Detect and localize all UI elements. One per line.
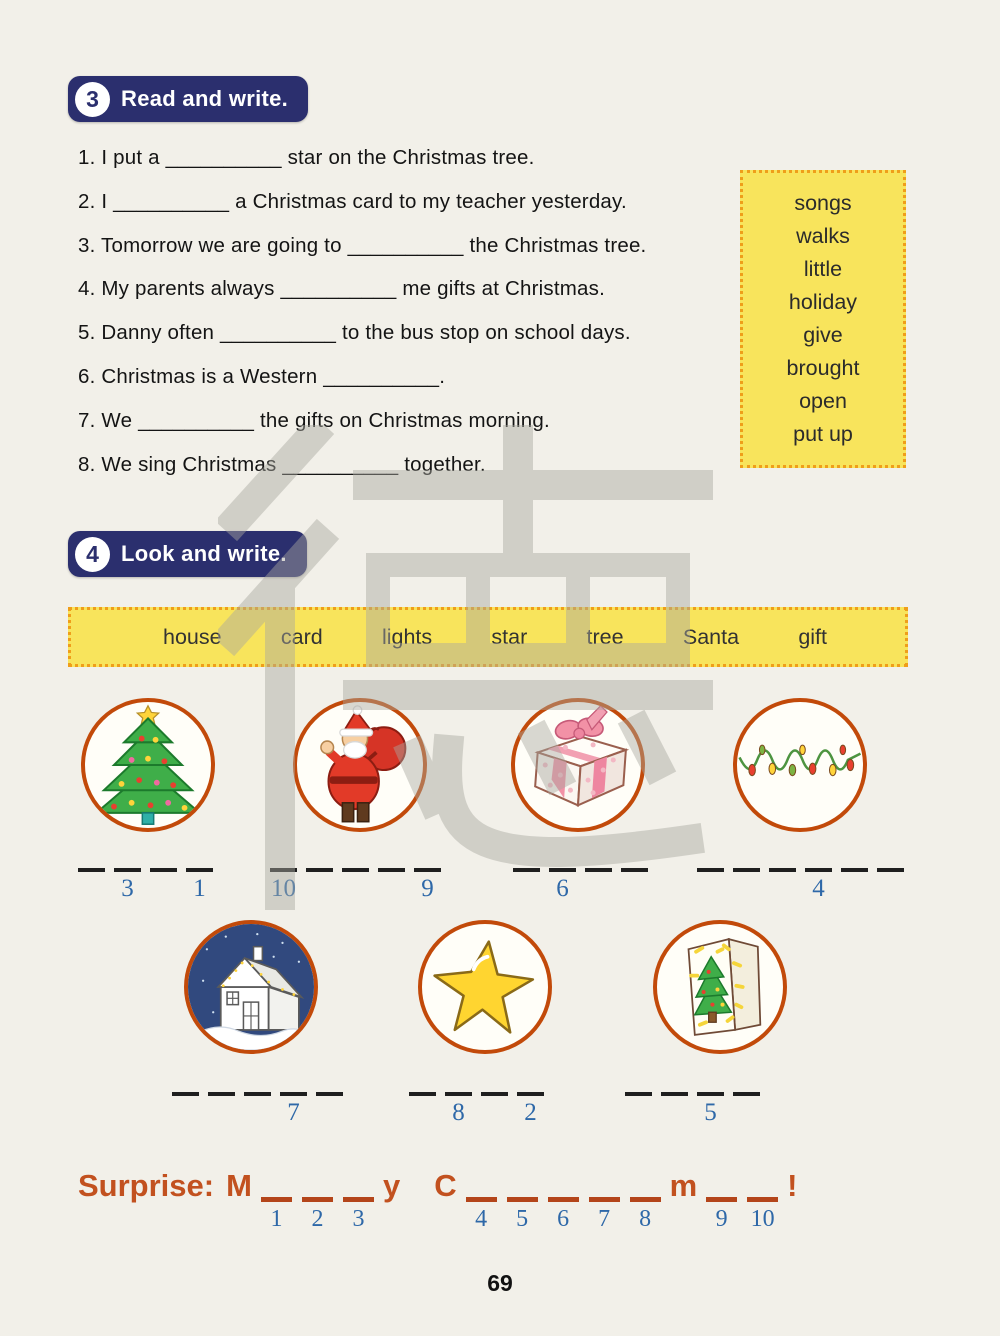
blank-dash [316, 1092, 343, 1096]
blank-cell [261, 1166, 292, 1233]
blank-cell [270, 868, 297, 903]
surprise-letter: M [226, 1168, 252, 1203]
blank-cell [378, 868, 405, 903]
blank-cell [841, 868, 868, 903]
blank-cell [517, 1092, 544, 1127]
word-choice: open [799, 389, 847, 413]
blank-cell [697, 868, 724, 903]
blank-number: 8 [452, 1098, 465, 1126]
blank-dash [244, 1092, 271, 1096]
blank-cell [244, 1092, 271, 1127]
sentence-4: 4. My parents always __________ me gifts at Christmas. [78, 277, 605, 301]
section3-number: 3 [75, 82, 110, 117]
blank-cell [621, 868, 648, 903]
word-choice: walks [796, 224, 850, 248]
blank-cell [733, 1092, 760, 1127]
blank-cell [302, 1166, 333, 1233]
sentence-1: 1. I put a __________ star on the Christmas tree. [78, 146, 535, 169]
blank-dash [409, 1092, 436, 1096]
blank-number: 10 [750, 1206, 775, 1232]
blank-dash [841, 868, 868, 872]
picture-circle-lights [733, 698, 867, 832]
word-choices-box [740, 170, 906, 468]
picture-circle-gift [511, 698, 645, 832]
blank-dash [302, 1197, 333, 1202]
surprise-letter: C [434, 1168, 457, 1203]
blank-cell [445, 1092, 472, 1127]
word-choice: little [803, 257, 843, 281]
word-bank-item: gift [798, 624, 827, 649]
santa-icon [297, 702, 423, 828]
picture-circle-card [653, 920, 787, 1054]
blank-dash [585, 868, 612, 872]
answer-blanks-gift [513, 868, 648, 903]
surprise-line [78, 1166, 801, 1233]
blank-number: 9 [715, 1206, 728, 1232]
gift-icon [515, 702, 641, 828]
surprise-gap [404, 1166, 430, 1233]
section4-number: 4 [75, 537, 110, 572]
word-bank-item: house [163, 624, 222, 649]
page-number: 69 [487, 1270, 513, 1296]
blank-dash [261, 1197, 292, 1202]
sentence-list [78, 136, 646, 486]
word-bank-item: star [491, 624, 528, 649]
blank-cell [706, 1166, 737, 1233]
blank-dash [306, 868, 333, 872]
blank-number: 7 [287, 1098, 300, 1126]
blank-dash [517, 1092, 544, 1096]
blank-dash [445, 1092, 472, 1096]
star-icon [422, 924, 548, 1050]
blank-dash [172, 1092, 199, 1096]
surprise-letter: y [382, 1168, 401, 1203]
sentence-8: 8. We sing Christmas __________ together. [78, 452, 486, 476]
section3-badge [68, 76, 308, 122]
word-bank-item: Santa [682, 624, 740, 649]
blank-cell [78, 868, 105, 903]
surprise-blank-group [256, 1166, 379, 1233]
blank-cell [114, 868, 141, 903]
blank-dash [697, 1092, 724, 1096]
house-icon [188, 924, 314, 1050]
answer-blanks-star [409, 1092, 544, 1127]
blank-dash [769, 868, 796, 872]
blank-dash [661, 1092, 688, 1096]
blank-dash [877, 868, 904, 872]
blank-dash [378, 868, 405, 872]
blank-cell [316, 1092, 343, 1127]
blank-number: 4 [812, 874, 825, 902]
blank-cell [585, 868, 612, 903]
picture-circle-santa [293, 698, 427, 832]
blank-cell [697, 1092, 724, 1127]
blank-number: 5 [516, 1206, 529, 1232]
blank-cell [513, 868, 540, 903]
blank-number: 8 [639, 1206, 652, 1232]
answer-blanks-card [625, 1092, 760, 1127]
blank-dash [589, 1197, 620, 1202]
blank-dash [549, 868, 576, 872]
christmas-card-icon [657, 924, 783, 1050]
blank-number: 10 [271, 874, 296, 902]
blank-cell [172, 1092, 199, 1127]
blank-dash [343, 1197, 374, 1202]
blank-number: 5 [704, 1098, 717, 1126]
blank-cell [208, 1092, 235, 1127]
blank-cell [343, 1166, 374, 1233]
answer-blanks-house [172, 1092, 343, 1127]
word-choice: songs [794, 191, 852, 215]
word-bank-item: tree [586, 624, 624, 649]
christmas-tree-icon [85, 702, 211, 828]
answer-blanks-tree [78, 868, 213, 903]
blank-dash [481, 1092, 508, 1096]
blank-cell [548, 1166, 579, 1233]
blank-dash [513, 868, 540, 872]
blank-dash [507, 1197, 538, 1202]
picture-circle-house [184, 920, 318, 1054]
picture-circle-tree [81, 698, 215, 832]
blank-cell [805, 868, 832, 903]
surprise-tokens [222, 1166, 801, 1233]
blank-cell [481, 1092, 508, 1127]
blank-cell [877, 868, 904, 903]
blank-number: 1 [193, 874, 206, 902]
word-choice: brought [786, 356, 860, 380]
surprise-label: Surprise: [78, 1168, 215, 1203]
word-choice: put up [793, 422, 853, 446]
blank-number: 2 [311, 1206, 324, 1232]
blank-cell [280, 1092, 307, 1127]
blank-cell [747, 1166, 778, 1233]
string-lights-icon [737, 702, 863, 828]
watermark-stamp [218, 425, 718, 925]
blank-number: 3 [121, 874, 134, 902]
sentence-2: 2. I __________ a Christmas card to my teacher yesterday. [78, 189, 627, 213]
blank-dash [466, 1197, 497, 1202]
blank-dash [548, 1197, 579, 1202]
blank-number: 4 [475, 1206, 488, 1232]
blank-dash [747, 1197, 778, 1202]
blank-number: 7 [598, 1206, 611, 1232]
blank-dash [733, 868, 760, 872]
answer-blanks-lights [697, 868, 904, 903]
blank-dash [621, 868, 648, 872]
surprise-letter: m [669, 1168, 698, 1203]
sentence-7: 7. We __________ the gifts on Christmas morning. [78, 408, 550, 432]
blank-number: 2 [524, 1098, 537, 1126]
word-choice: holiday [788, 290, 858, 314]
blank-dash [733, 1092, 760, 1096]
blank-number: 3 [352, 1206, 365, 1232]
blank-cell [414, 868, 441, 903]
word-bank [68, 607, 908, 667]
blank-dash [342, 868, 369, 872]
picture-circle-star [418, 920, 552, 1054]
blank-cell [306, 868, 333, 903]
answer-blanks-santa [270, 868, 441, 903]
blank-dash [150, 868, 177, 872]
blank-dash [805, 868, 832, 872]
blank-cell [150, 868, 177, 903]
section4-badge [68, 531, 307, 577]
word-bank-item: card [280, 624, 323, 649]
blank-dash [414, 868, 441, 872]
surprise-letter: ! [787, 1168, 798, 1203]
blank-dash [186, 868, 213, 872]
blank-cell [630, 1166, 661, 1233]
blank-dash [280, 1092, 307, 1096]
blank-dash [114, 868, 141, 872]
blank-dash [706, 1197, 737, 1202]
word-bank-item: lights [381, 624, 433, 649]
sentence-6: 6. Christmas is a Western __________. [78, 364, 446, 388]
blank-cell [661, 1092, 688, 1127]
word-choice: give [803, 323, 843, 347]
blank-dash [78, 868, 105, 872]
blank-cell [625, 1092, 652, 1127]
sentence-5: 5. Danny often __________ to the bus stop on school days. [78, 321, 631, 345]
blank-cell [549, 868, 576, 903]
blank-dash [208, 1092, 235, 1096]
blank-cell [507, 1166, 538, 1233]
blank-cell [409, 1092, 436, 1127]
blank-cell [589, 1166, 620, 1233]
blank-number: 9 [421, 874, 434, 902]
blank-cell [733, 868, 760, 903]
section4-title: Look and write. [121, 541, 287, 566]
blank-dash [697, 868, 724, 872]
blank-number: 1 [270, 1206, 283, 1232]
blank-cell [186, 868, 213, 903]
blank-dash [630, 1197, 661, 1202]
blank-number: 6 [556, 874, 569, 902]
surprise-blank-group [461, 1166, 666, 1233]
blank-cell [342, 868, 369, 903]
blank-dash [625, 1092, 652, 1096]
blank-cell [769, 868, 796, 903]
section3-title: Read and write. [121, 86, 289, 111]
surprise-blank-group [701, 1166, 783, 1233]
blank-cell [466, 1166, 497, 1233]
sentence-3: 3. Tomorrow we are going to __________ the Christmas tree. [78, 233, 647, 257]
blank-dash [270, 868, 297, 872]
blank-number: 6 [557, 1206, 570, 1232]
